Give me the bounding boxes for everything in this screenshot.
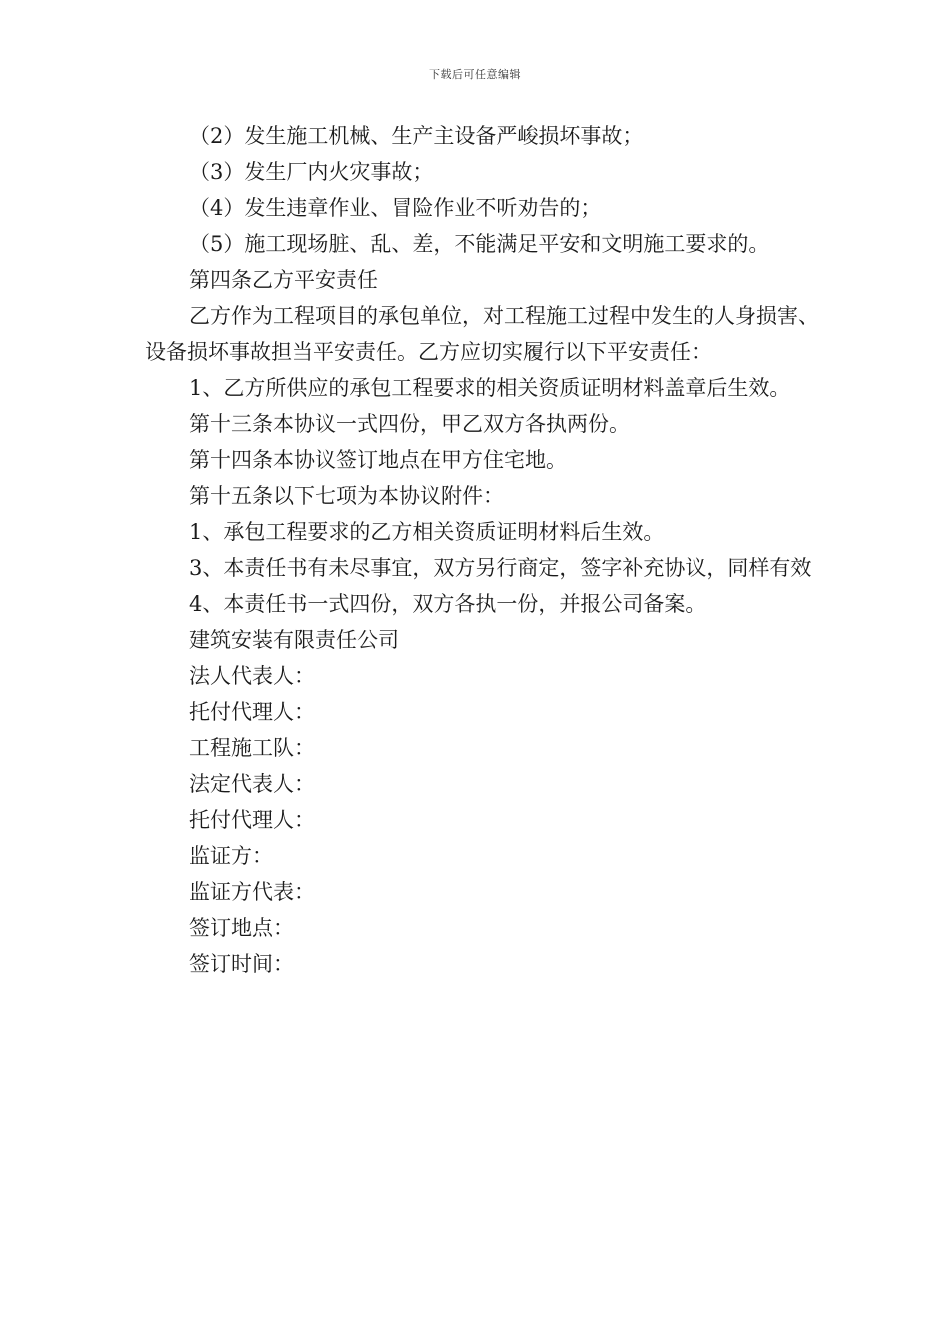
signature-witness: 监证方： (189, 844, 273, 868)
attachment-item-4: 4、本责任书一式四份，双方各执一份，并报公司备案。 (189, 592, 707, 616)
article-13: 第十三条本协议一式四份，甲乙双方各执两份。 (189, 412, 630, 436)
article-4-body: 乙方作为工程项目的承包单位，对工程施工过程中发生的人身损害、设备损坏事故担当平安责任。乙方应切实履行以下平安责任： (145, 304, 819, 364)
article-4-heading: 第四条乙方平安责任 (189, 268, 378, 292)
clause-item-4: （4）发生违章作业、冒险作业不听劝告的； (189, 196, 602, 220)
page-header: 下载后可任意编辑 (429, 68, 521, 81)
document-body (145, 118, 825, 982)
article-15: 第十五条以下七项为本协议附件： (189, 484, 504, 508)
signing-time: 签订时间： (189, 952, 294, 976)
article-14: 第十四条本协议签订地点在甲方住宅地。 (189, 448, 567, 472)
signature-statutory-representative: 法定代表人： (189, 772, 315, 796)
article-4-item-1: 1、乙方所供应的承包工程要求的相关资质证明材料盖章后生效。 (189, 376, 791, 400)
signature-witness-representative: 监证方代表： (189, 880, 315, 904)
clause-item-2: （2）发生施工机械、生产主设备严峻损坏事故； (189, 124, 644, 148)
signature-legal-representative: 法人代表人： (189, 664, 315, 688)
attachment-item-3: 3、本责任书有未尽事宜，双方另行商定，签字补充协议，同样有效 (189, 556, 812, 580)
signing-location: 签订地点： (189, 916, 294, 940)
signature-agent-2: 托付代理人： (189, 808, 315, 832)
clause-item-3: （3）发生厂内火灾事故； (189, 160, 434, 184)
attachment-item-1: 1、承包工程要求的乙方相关资质证明材料后生效。 (189, 520, 665, 544)
signature-agent: 托付代理人： (189, 700, 315, 724)
clause-item-5: （5）施工现场脏、乱、差，不能满足平安和文明施工要求的。 (189, 232, 770, 256)
company-name: 建筑安装有限责任公司 (189, 628, 399, 652)
signature-construction-team: 工程施工队： (189, 736, 315, 760)
